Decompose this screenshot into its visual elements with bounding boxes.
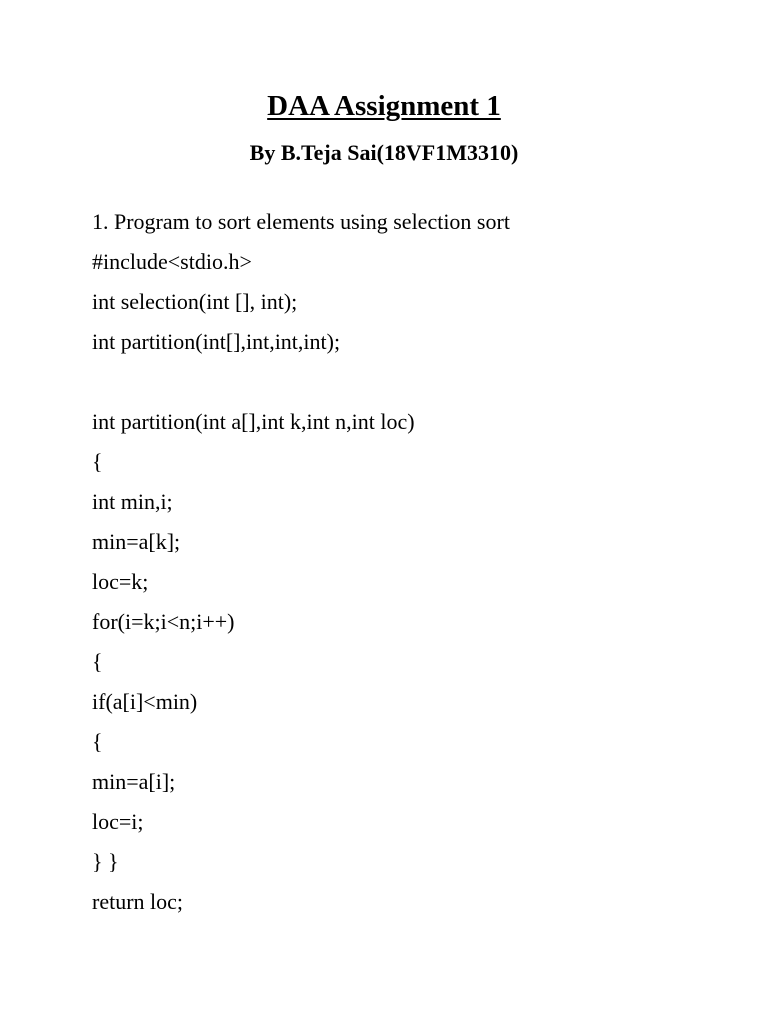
code-line: int partition(int a[],int k,int n,int loc): [92, 409, 415, 434]
blank-line: [92, 362, 732, 402]
code-line: int partition(int[],int,int,int);: [92, 329, 341, 354]
code-line: min=a[k];: [92, 529, 181, 554]
author-line: By B.Teja Sai(18VF1M3310): [249, 140, 519, 165]
code-line: for(i=k;i<n;i++): [92, 609, 235, 634]
heading-question-1: 1. Program to sort elements using selection sort: [92, 209, 510, 234]
document-title: [0, 86, 768, 126]
code-line: int selection(int [], int);: [92, 289, 298, 314]
document-title-text: DAA Assignment 1: [267, 90, 501, 122]
code-line: } }: [92, 849, 119, 874]
code-line: loc=k;: [92, 569, 149, 594]
document-body: [92, 202, 732, 922]
code-line: min=a[i];: [92, 769, 176, 794]
code-line: loc=i;: [92, 809, 144, 834]
code-line: {: [92, 449, 103, 474]
code-line: if(a[i]<min): [92, 689, 198, 714]
code-line: int min,i;: [92, 489, 173, 514]
code-line: {: [92, 649, 103, 674]
code-line: return loc;: [92, 889, 184, 914]
code-line: {: [92, 729, 103, 754]
code-line: #include<stdio.h>: [92, 249, 252, 274]
